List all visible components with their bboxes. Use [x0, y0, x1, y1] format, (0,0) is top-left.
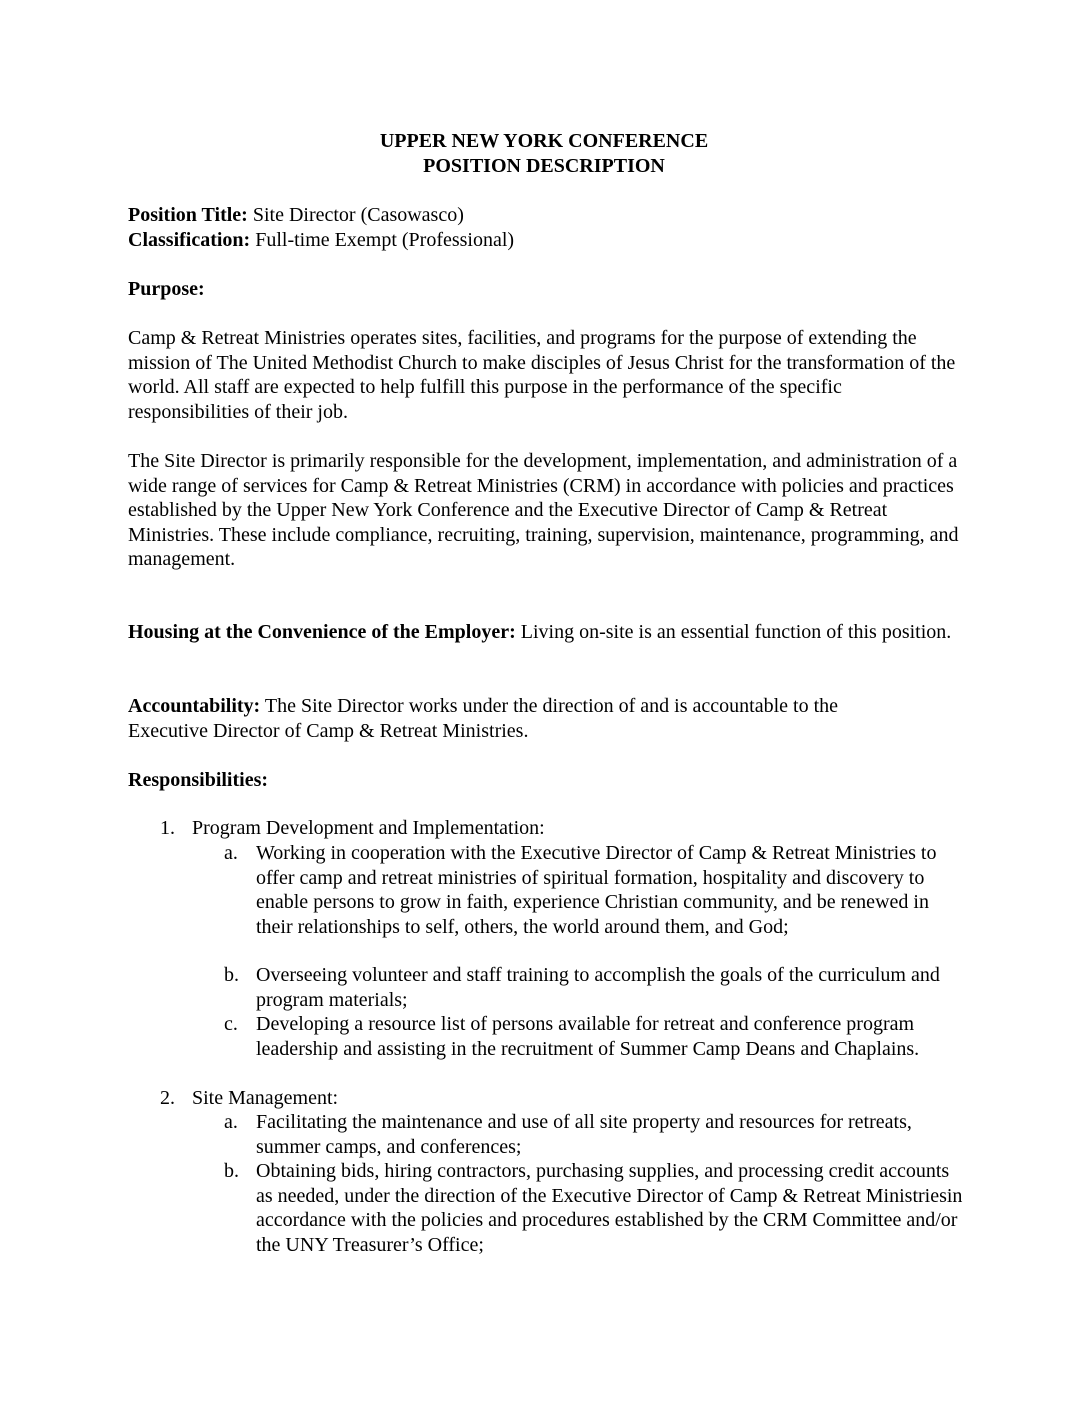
- purpose-paragraph-1: [128, 326, 964, 424]
- position-title-value: Site Director (Casowasco): [247, 204, 464, 226]
- purpose-heading: [128, 277, 968, 302]
- housing-text: Living on-site is an essential function of this position.: [515, 621, 952, 643]
- responsibility-subitem-1a: [224, 841, 968, 939]
- accountability-text: The Site Director works under the direction of and is accountable to the Executive Director of Camp & Retreat Ministries.: [128, 695, 839, 742]
- purpose-paragraph-2: [128, 449, 964, 572]
- subitem-text: Overseeing volunteer and staff training to accomplish the goals of the curriculum and program materials;: [256, 964, 940, 1011]
- item-number: 1.: [160, 817, 175, 839]
- subitem-text: Obtaining bids, hiring contractors, purchasing supplies, and processing credit accounts as needed, under the direction of the Executive Director of Camp & Retreat Ministriesin accordance with the policies and procedures established by the CRM Committee and/or the UNY Treasurer’s Office;: [256, 1160, 963, 1256]
- item-title: Site Management:: [192, 1087, 339, 1109]
- classification: [128, 228, 968, 253]
- responsibilities-heading-text: Responsibilities:: [128, 769, 269, 791]
- subitem-letter: a.: [224, 842, 238, 864]
- responsibilities-heading: [128, 768, 968, 793]
- position-title: [128, 203, 968, 228]
- responsibility-subitem-1b: [224, 963, 968, 1012]
- classification-label: Classification:: [128, 229, 251, 251]
- purpose-paragraph-1-text: Camp & Retreat Ministries operates sites, facilities, and programs for the purpose of extending the mission of The United Methodist Church to make disciples of Jesus Christ for the transformation of the world. All staff are expected to help fulfill this purpose in the performance of the specific responsibilities of their job.: [128, 327, 956, 423]
- document-title-line1: UPPER NEW YORK CONFERENCE: [379, 130, 709, 152]
- subitem-letter: b.: [224, 1160, 239, 1182]
- item-number: 2.: [160, 1087, 175, 1109]
- subitem-text: Developing a resource list of persons available for retreat and conference program leadership and assisting in the recruitment of Summer Camp Deans and Chaplains.: [256, 1013, 920, 1060]
- subitem-letter: c.: [224, 1013, 238, 1035]
- document-title-line2: POSITION DESCRIPTION: [423, 155, 665, 177]
- purpose-heading-text: Purpose:: [128, 278, 205, 300]
- classification-value: Full-time Exempt (Professional): [250, 229, 515, 251]
- subitem-text: Working in cooperation with the Executive Director of Camp & Retreat Ministries to offer camp and retreat ministries of spiritual formation, hospitality and discovery to enable persons to grow in faith, experience Christian community, and be renewed in their relationships to self, others, the world around them, and God;: [256, 842, 937, 938]
- position-title-label: Position Title:: [128, 204, 248, 226]
- responsibility-subitem-2a: [224, 1110, 968, 1159]
- housing-section: [128, 620, 960, 645]
- housing-label: Housing at the Convenience of the Employer:: [128, 621, 516, 643]
- accountability-label: Accountability:: [128, 695, 261, 717]
- subitem-text: Facilitating the maintenance and use of all site property and resources for retreats, summer camps, and conferences;: [256, 1111, 912, 1158]
- accountability-section: [128, 694, 908, 743]
- subitem-letter: b.: [224, 964, 239, 986]
- responsibility-subitem-2b: [224, 1159, 968, 1257]
- purpose-paragraph-2-text: The Site Director is primarily responsible for the development, implementation, and administration of a wide range of services for Camp & Retreat Ministries (CRM) in accordance with policies and practices established by the Upper New York Conference and the Executive Director of Camp & Retreat Ministries. These include compliance, recruiting, training, supervision, maintenance, programming, and management.: [128, 450, 959, 570]
- item-title: Program Development and Implementation:: [192, 817, 545, 839]
- responsibility-subitem-1c: [224, 1012, 968, 1061]
- subitem-letter: a.: [224, 1111, 238, 1133]
